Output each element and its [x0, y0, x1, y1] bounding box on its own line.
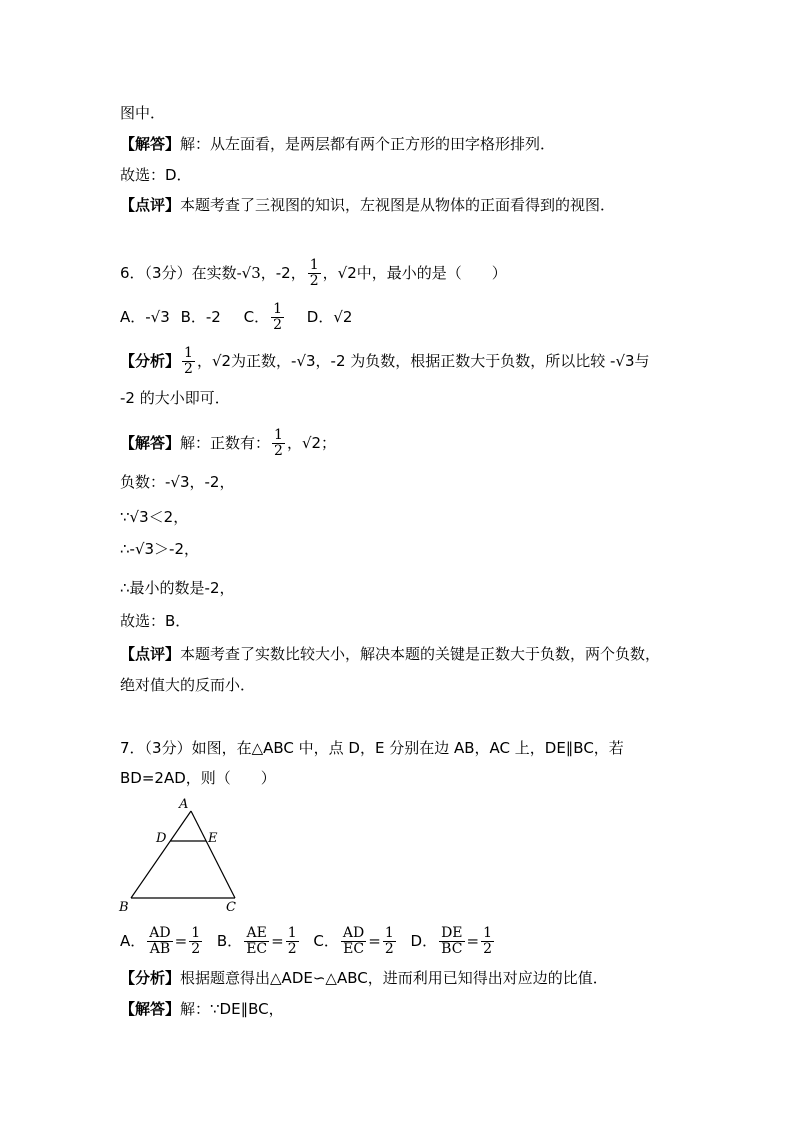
q6-answer: 【解答】解：正数有： $\frac{1}{2}$ ，√2；: [120, 427, 337, 459]
q5-comment: 【点评】本题考查了三视图的知识，左视图是从物体的正面看得到的视图．: [120, 196, 616, 214]
label-d: D: [156, 831, 167, 846]
q6-comment-line2: 绝对值大的反而小．: [120, 676, 256, 694]
option-b: B． $\frac{AE}{EC}$ = $\frac{1}{2}$: [216, 925, 297, 957]
answer-tag: 【解答】: [120, 135, 181, 153]
option-d: D．√2: [306, 308, 353, 326]
q6-comment-line1: 【点评】本题考查了实数比较大小，解决本题的关键是正数大于负数，两个负数，: [120, 645, 661, 663]
q7-stem-line2: BD=2AD，则（ ）: [120, 769, 276, 787]
q7-answer: 【解答】解：∵DE∥BC，: [120, 1000, 284, 1018]
q7-options: [120, 926, 496, 957]
q7-analysis: 【分析】根据题意得出△ADE∽△ABC，进而利用已知得出对应边的比值．: [120, 969, 608, 987]
side-ac: [191, 811, 235, 898]
fraction-half: $\frac{1}{2}$: [309, 257, 319, 289]
comment-tag: 【点评】: [120, 196, 181, 214]
q6-therefore: ∴-√3＞-2，: [120, 540, 200, 558]
q5-line-tail: 图中．: [120, 104, 166, 122]
label-c: C: [226, 900, 236, 915]
analysis-tag: 【分析】: [120, 969, 181, 987]
answer-tag: 【解答】: [120, 1000, 181, 1018]
q6-stem: 6．（3分）在实数-√3，-2， $\frac{1}{2}$ ，√2中，最小的是（ ）: [120, 257, 507, 289]
q6-choice: 故选：B．: [120, 612, 191, 630]
q5-choice: 故选：D．: [120, 166, 192, 184]
q6-options: A．-√3 B．-2 C． $\frac{1}{2}$ D．√2: [120, 301, 353, 333]
option-b: B．-2: [180, 308, 221, 326]
option-d: D． $\frac{DE}{BC}$ = $\frac{1}{2}$: [410, 925, 493, 957]
answer-tag: 【解答】: [120, 434, 181, 452]
triangle-figure: [115, 795, 245, 915]
option-c: C． $\frac{AD}{EC}$ = $\frac{1}{2}$: [313, 925, 394, 957]
option-a: A． $\frac{AD}{AB}$ = $\frac{1}{2}$: [120, 925, 201, 957]
q7-stem-line1: 7．（3分）如图，在△ABC 中，点 D，E 分别在边 AB，AC 上，DE∥BC，若: [120, 739, 624, 757]
side-ab: [131, 811, 191, 898]
option-a: A．-√3: [120, 308, 170, 326]
q6-analysis-line2: -2 的大小即可．: [120, 389, 230, 407]
q6-analysis-line1: 【分析】 $\frac{1}{2}$ ，√2为正数，-√3，-2 为负数，根据正数大于负数，所以比较 -√3与: [120, 345, 650, 377]
q5-answer: 【解答】解：从左面看，是两层都有两个正方形的田字格形排列．: [120, 135, 556, 153]
label-b: B: [119, 900, 129, 915]
q6-because: ∵√3＜2，: [120, 508, 189, 526]
q6-negatives: 负数：-√3，-2，: [120, 473, 235, 491]
q6-minimum: ∴最小的数是-2，: [120, 579, 235, 597]
option-c: C．: [243, 308, 270, 326]
label-e: E: [208, 831, 218, 846]
label-a: A: [179, 797, 189, 812]
analysis-tag: 【分析】: [120, 352, 181, 370]
comment-tag: 【点评】: [120, 645, 181, 663]
